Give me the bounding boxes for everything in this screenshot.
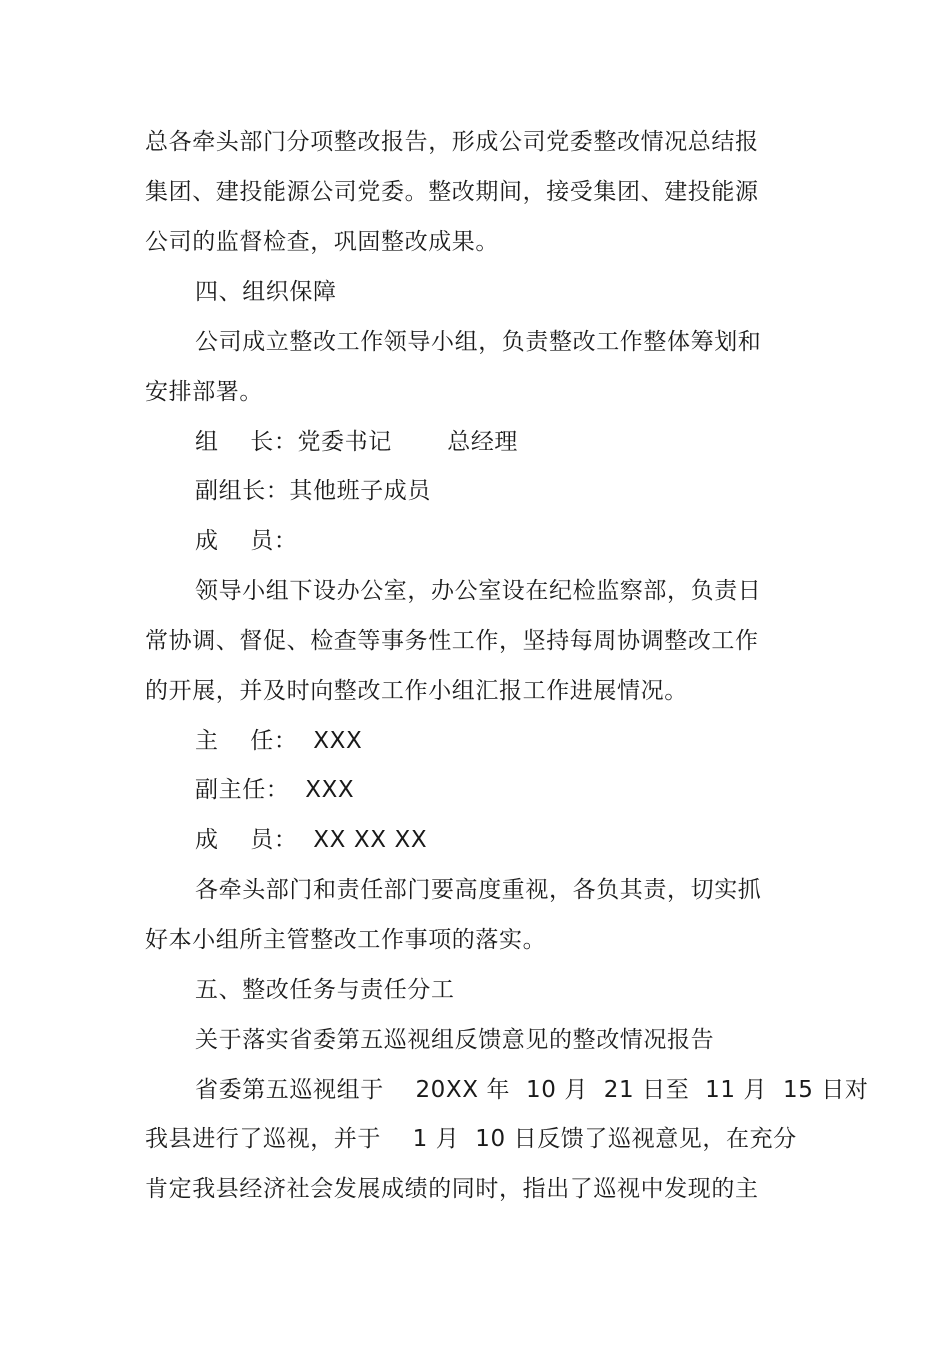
paragraph-line: 的开展，并及时向整改工作小组汇报工作进展情况。 (145, 678, 688, 704)
members-line: 成 员： (195, 528, 298, 554)
paragraph-line: 好本小组所主管整改工作事项的落实。 (145, 927, 547, 953)
report-title: 关于落实省委第五巡视组反馈意见的整改情况报告 (195, 1027, 715, 1053)
paragraph-line: 常协调、督促、检查等事务性工作，坚持每周协调整改工作 (145, 628, 759, 654)
section-heading: 五、整改任务与责任分工 (195, 977, 455, 1003)
paragraph-line: 省委第五巡视组于 20XX 年 10 月 21 日至 11 月 15 日对 (195, 1077, 869, 1103)
paragraph-line: 各牵头部门和责任部门要高度重视，各负其责，切实抓 (195, 877, 762, 903)
paragraph-line: 领导小组下设办公室，办公室设在纪检监察部，负责日 (195, 578, 762, 604)
director-line: 主 任： XXX (195, 728, 363, 754)
paragraph-line: 我县进行了巡视，并于 1 月 10 日反馈了巡视意见，在充分 (145, 1126, 797, 1152)
deputy-director-line: 副主任： XXX (195, 777, 355, 803)
paragraph-line: 总各牵头部门分项整改报告，形成公司党委整改情况总结报 (145, 129, 759, 155)
paragraph-line: 集团、建投能源公司党委。整改期间，接受集团、建投能源 (145, 179, 759, 205)
deputy-leader-line: 副组长：其他班子成员 (195, 478, 431, 504)
paragraph-line: 肯定我县经济社会发展成绩的同时，指出了巡视中发现的主 (145, 1176, 759, 1202)
paragraph-line: 安排部署。 (145, 379, 263, 405)
section-heading: 四、组织保障 (195, 279, 337, 305)
paragraph-line: 公司成立整改工作领导小组，负责整改工作整体筹划和 (195, 329, 762, 355)
paragraph-line: 公司的监督检查，巩固整改成果。 (145, 229, 499, 255)
office-members-line: 成 员： XX XX XX (195, 827, 428, 853)
leader-line: 组 长：党委书记 总经理 (195, 429, 519, 455)
